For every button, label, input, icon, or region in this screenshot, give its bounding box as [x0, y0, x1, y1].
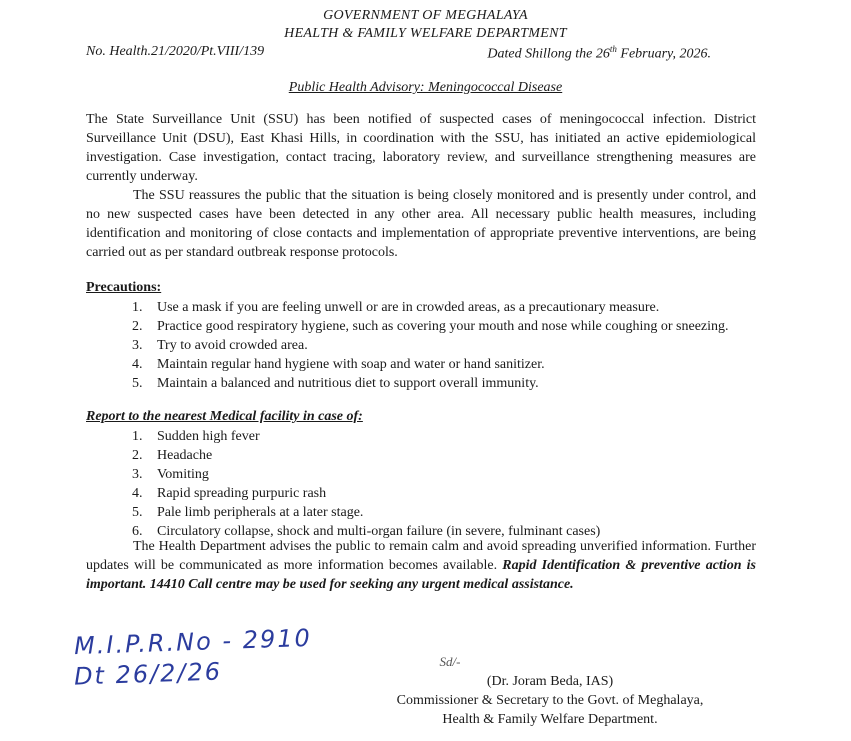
signature-mark: Sd/-	[439, 654, 461, 669]
date-suffix: February, 2026.	[616, 46, 711, 62]
list-number: 3.	[132, 338, 143, 353]
symptom-item	[86, 446, 766, 465]
precautions-list	[86, 298, 766, 393]
paragraph-ssu-notification: The State Surveillance Unit (SSU) has been notified of suspected cases of meningococcal infection. District Surveillance Unit (DSU), East Khasi Hills, in coordination with the SSU, has initiated an active epidemiological investigation. Case investigation, contact tracing, laboratory review, and surveillance strengthening measures are currently underway.	[86, 112, 756, 184]
list-number: 3.	[132, 467, 143, 482]
date-ordinal: th	[609, 44, 617, 54]
list-text: Try to avoid crowded area.	[157, 338, 308, 353]
list-text: Headache	[157, 448, 213, 463]
precautions-heading: Precautions:	[86, 280, 162, 295]
subject-text: Public Health Advisory: Meningococcal Disease	[288, 80, 563, 95]
government-header: GOVERNMENT OF MEGHALAYA	[323, 8, 528, 23]
handwritten-receipt-date: Dt 26/2/26	[73, 657, 223, 691]
report-heading: Report to the nearest Medical facility in case of:	[86, 409, 363, 424]
precaution-item	[86, 336, 766, 355]
symptom-item	[86, 503, 766, 522]
list-text: Maintain regular hand hygiene with soap and water or hand sanitizer.	[157, 357, 545, 372]
advice-text: The Health Department advises the public to remain calm and avoid spreading unverified information. Further updates will be communicated as more information becomes available.	[86, 539, 756, 573]
list-text: Maintain a balanced and nutritious diet to support overall immunity.	[157, 376, 539, 391]
list-text: Rapid spreading purpuric rash	[157, 486, 327, 501]
date-prefix: Dated Shillong the 26	[487, 46, 610, 62]
advice-emphasis: Rapid Identification & preventive action is important. 14410 Call centre may be used for seeking any urgent medical assistance.	[86, 558, 756, 592]
signatory-name: (Dr. Joram Beda, IAS)	[486, 674, 614, 689]
subject-line	[0, 80, 851, 96]
list-number: 4.	[132, 357, 143, 372]
symptom-item	[86, 465, 766, 484]
precaution-item	[86, 374, 766, 393]
list-number: 2.	[132, 319, 143, 334]
list-text: Circulatory collapse, shock and multi-organ failure (in severe, fulminant cases)	[157, 524, 601, 539]
symptom-item	[86, 427, 766, 446]
symptoms-list	[86, 427, 766, 541]
list-number: 5.	[132, 505, 143, 520]
list-number: 4.	[132, 486, 143, 501]
list-text: Vomiting	[157, 467, 209, 482]
precaution-item	[86, 298, 766, 317]
reference-line	[86, 44, 711, 63]
list-text: Pale limb peripherals at a later stage.	[157, 505, 364, 520]
reference-number: No. Health.21/2020/Pt.VIII/139	[86, 44, 265, 59]
list-number: 1.	[132, 429, 143, 444]
list-text: Practice good respiratory hygiene, such as covering your mouth and nose while coughing or sneezing.	[157, 319, 729, 334]
list-number: 2.	[132, 448, 143, 463]
signatory-designation: Commissioner & Secretary to the Govt. of Meghalaya,	[396, 693, 704, 708]
list-text: Use a mask if you are feeling unwell or are in crowded areas, as a precautionary measure.	[157, 300, 660, 315]
precaution-item	[86, 355, 766, 374]
paragraph-advice	[86, 537, 756, 594]
handwritten-receipt-number: M.I.P.R.No - 2910	[73, 623, 313, 661]
date-line	[487, 44, 711, 63]
paragraph-reassurance: The SSU reassures the public that the situation is being closely monitored and is presently under control, and no new suspected cases have been detected in any other area. All necessary public health measures, including identification and monitoring of close contacts and implementation of appropriate preventive interventions, are being carried out as per standard outbreak response protocols.	[86, 188, 756, 260]
precaution-item	[86, 317, 766, 336]
list-text: Sudden high fever	[157, 429, 260, 444]
department-header: HEALTH & FAMILY WELFARE DEPARTMENT	[284, 26, 567, 41]
signatory-department: Health & Family Welfare Department.	[442, 712, 658, 727]
list-number: 6.	[132, 524, 143, 539]
symptom-item	[86, 484, 766, 503]
list-number: 5.	[132, 376, 143, 391]
list-number: 1.	[132, 300, 143, 315]
